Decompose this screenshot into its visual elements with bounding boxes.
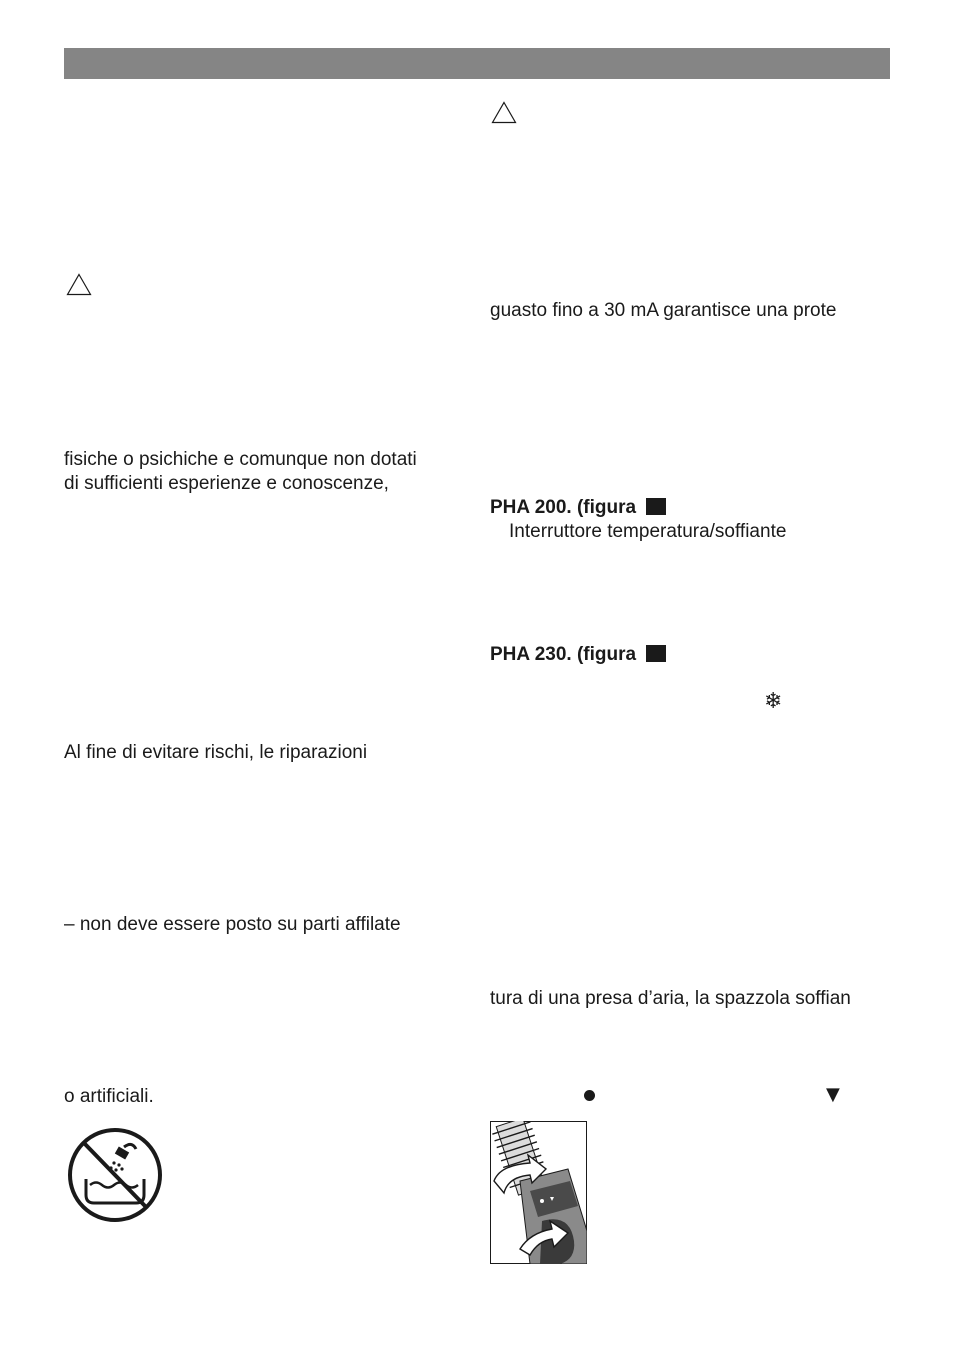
right-text-2: tura di una presa d’aria, la spazzola soffian — [490, 988, 851, 1009]
right-text-1: guasto fino a 30 mA garantisce una prote — [490, 300, 837, 321]
snowflake-icon: ❄ — [764, 689, 783, 714]
left-text-3: Al fine di evitare rischi, le riparazioni — [64, 742, 368, 763]
pha200-item: Interruttore temperatura/soffiante — [509, 521, 787, 542]
left-text-2: di sufficienti esperienze e conoscenze, — [64, 473, 389, 494]
warning-triangle-icon — [491, 101, 517, 124]
left-text-5: o artificiali. — [64, 1086, 154, 1107]
triangle-down-marker-icon: ▼ — [826, 1084, 840, 1105]
no-bath-water-icon — [66, 1127, 164, 1223]
figure-ref-square — [646, 645, 666, 662]
left-text-4: – non deve essere posto su parti affilate — [64, 914, 401, 935]
dot-marker-icon — [584, 1090, 595, 1101]
warning-triangle-icon — [66, 273, 92, 296]
figure-ref-square — [646, 498, 666, 515]
heading-pha230: PHA 230. (figura — [490, 643, 666, 667]
left-text-1: fisiche o psichiche e comunque non dotati — [64, 449, 417, 470]
brush-attach-figure — [490, 1121, 587, 1264]
header-bar — [64, 48, 890, 79]
heading-pha200: PHA 200. (figura — [490, 496, 666, 520]
